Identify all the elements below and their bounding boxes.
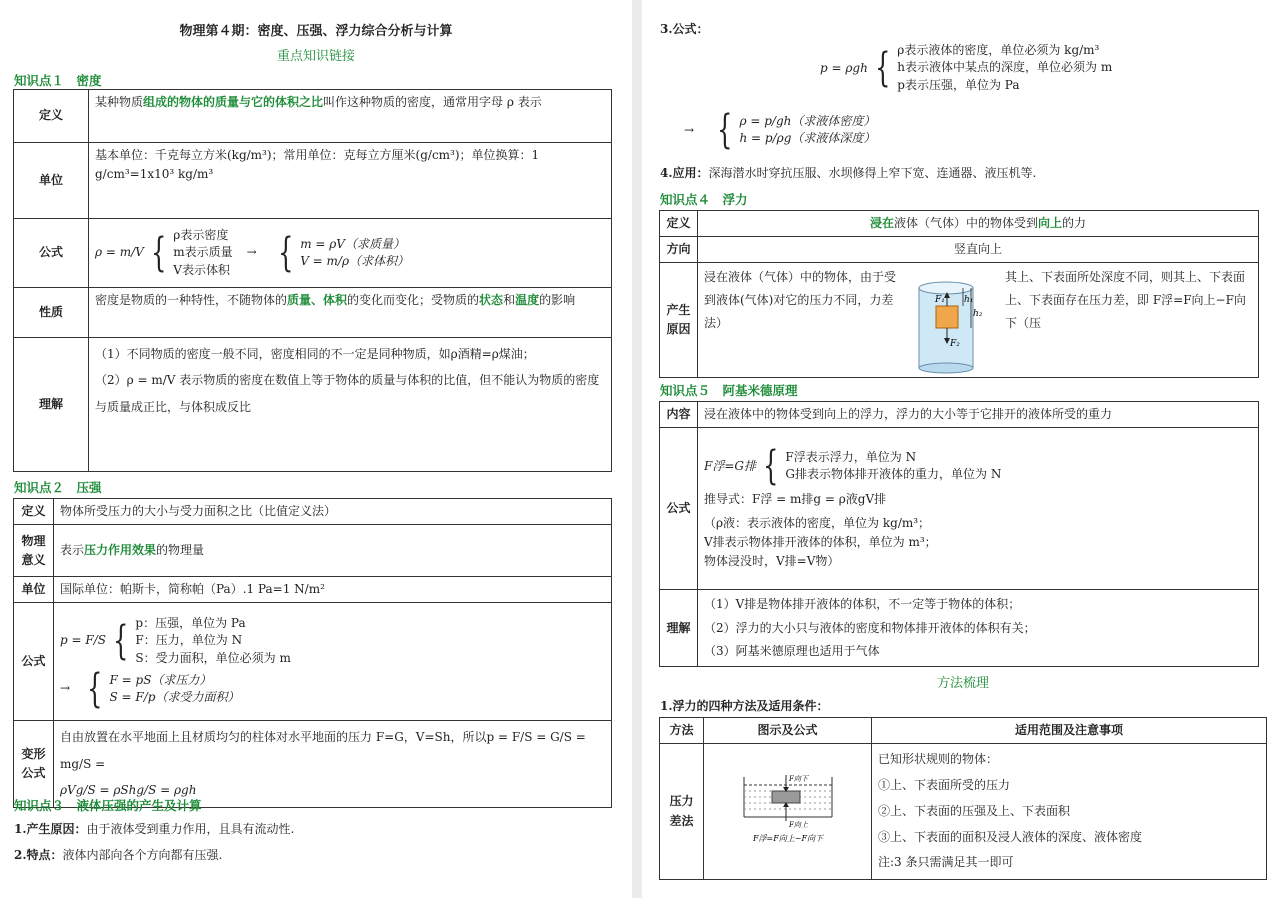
brace-icon: { bbox=[113, 617, 129, 664]
brace-icon: { bbox=[717, 107, 733, 153]
method-1-heading: 1.浮力的四种方法及适用条件： bbox=[660, 699, 829, 713]
method-pressure-diff-label: 压力差法 bbox=[660, 744, 704, 880]
density-understanding-cell bbox=[89, 338, 612, 472]
liquid-derived-rho: ρ = p/gh（求液体密度） bbox=[739, 113, 876, 128]
arrow-icon: → bbox=[684, 123, 695, 137]
scope-line-3: ②上、下表面的压强及上、下表面积 bbox=[878, 803, 1071, 818]
pressure-var-p: p：压强，单位为 Pa bbox=[135, 615, 246, 630]
application-label: 4.应用： bbox=[660, 166, 709, 180]
method-col-scope: 适用范围及注意事项 bbox=[872, 718, 1267, 744]
prop-hl-state: 状态 bbox=[479, 293, 504, 307]
buoyancy-def-post: 的力 bbox=[1062, 216, 1087, 230]
section-subtitle: 重点知识链接 bbox=[276, 49, 355, 64]
pressure-var-s: S：受力面积，单位必须为 m bbox=[135, 650, 291, 665]
pressure-formula-cell bbox=[54, 603, 612, 721]
brace-icon: { bbox=[277, 229, 294, 276]
cube-icon bbox=[936, 306, 958, 328]
buoyancy-def-cell bbox=[698, 211, 1259, 237]
method-table bbox=[659, 717, 1267, 880]
page-title: 物理第４期：密度、压强、浮力综合分析与计算 bbox=[179, 24, 453, 39]
liquid-pressure-main: p = ρgh bbox=[820, 61, 868, 76]
pressure-formula-main: p = F/S bbox=[60, 633, 106, 648]
pressure-def-label: 定义 bbox=[14, 499, 54, 525]
archimedes-understanding-label: 理解 bbox=[660, 590, 698, 667]
buoyancy-def-hl1: 浸在 bbox=[869, 216, 894, 230]
liquid-derived-h: h = p/ρg（求液体深度） bbox=[739, 131, 876, 145]
kp2-heading: 知识点２ 压强 bbox=[14, 480, 102, 495]
pressure-meaning-label: 物理意义 bbox=[14, 525, 54, 577]
archimedes-note-3: 物体浸没时，V排=V物） bbox=[704, 553, 840, 568]
method-title: 方法梳理 bbox=[936, 676, 989, 691]
scope-line-5: 注:3 条只需满足其一即可 bbox=[878, 855, 1014, 870]
scope-line-4: ③上、下表面的面积及浸人液体的深度、液体密度 bbox=[878, 829, 1143, 844]
understanding-3: 与质量成正比，与体积成反比 bbox=[95, 399, 252, 414]
meaning-highlight: 压力作用效果 bbox=[84, 543, 157, 558]
understanding-2: （2）ρ = m/V 表示物质的密度在数值上等于物体的质量与体积的比值，但不能认为物质的密度 bbox=[95, 373, 600, 388]
meaning-post: 的物理量 bbox=[156, 543, 205, 558]
prop-hl-mass-volume: 质量、体积 bbox=[287, 293, 348, 307]
prop-and: 和 bbox=[503, 293, 516, 307]
kp3-heading: 知识点３ 液体压强的产生及计算 bbox=[14, 798, 202, 813]
density-def-label: 定义 bbox=[14, 90, 89, 143]
prop-pre: 密度是物质的一种特性，不随物体的 bbox=[95, 293, 288, 307]
density-unit-label: 单位 bbox=[14, 143, 89, 219]
density-formula-label: 公式 bbox=[14, 219, 89, 288]
density-property-cell bbox=[89, 288, 612, 338]
buoyancy-dir-text: 竖直向上 bbox=[698, 237, 1259, 263]
archimedes-content-text: 浸在液体中的物体受到向上的浮力，浮力的大小等于它排开的液体所受的重力 bbox=[698, 402, 1259, 428]
scope-line-2: ①上、下表面所受的压力 bbox=[878, 777, 1011, 792]
density-var-m: m表示质量 bbox=[173, 245, 233, 260]
prop-post: 的影响 bbox=[539, 293, 576, 307]
archimedes-note-1: （ρ液：表示液体的密度，单位为 kg/m³； bbox=[704, 515, 931, 530]
fig-label-f1: F₁ bbox=[935, 295, 945, 306]
archimedes-formula-label: 公式 bbox=[660, 428, 698, 590]
density-var-rho: ρ表示密度 bbox=[173, 227, 229, 242]
buoyancy-table bbox=[659, 210, 1259, 378]
density-property-label: 性质 bbox=[14, 288, 89, 338]
fig-f-down: F向下 bbox=[788, 774, 808, 783]
archimedes-formula-cell bbox=[698, 428, 1259, 590]
archimedes-u1: （1）V排是物体排开液体的体积，不一定等于物体的体积； bbox=[704, 597, 1021, 612]
density-derived-m: m = ρV（求质量） bbox=[300, 236, 405, 251]
pressure-unit-label: 单位 bbox=[14, 577, 54, 603]
fig-label-h1: h₁ bbox=[964, 295, 974, 306]
formula3-label: 3.公式： bbox=[660, 22, 709, 36]
variant-line-2: ρVg/S = ρShg/S = ρgh bbox=[60, 783, 197, 798]
pressure-table bbox=[13, 498, 612, 808]
pressure-formula-label: 公式 bbox=[14, 603, 54, 721]
brace-icon: { bbox=[763, 443, 779, 490]
cause-left-text: 浸在液体（气体）中的物体，由于受到液体(气体)对它的压力不同，力差法） bbox=[704, 270, 897, 330]
meaning-pre: 表示 bbox=[60, 543, 85, 558]
liquid-derived-formula bbox=[684, 107, 876, 153]
kp5-heading: 知识点５ 阿基米德原理 bbox=[660, 383, 798, 398]
prop-mid: 的变化而变化；受物质的 bbox=[347, 293, 480, 307]
archimedes-understanding-cell bbox=[698, 590, 1259, 667]
liquid-var-h: h表示液体中某点的深度，单位必须为 m bbox=[897, 60, 1113, 75]
density-table bbox=[13, 89, 612, 472]
understanding-1: （1）不同物质的密度一般不同，密度相同的不一定是同种物质，如ρ酒精=ρ煤油； bbox=[95, 347, 535, 361]
method-col-method: 方法 bbox=[660, 718, 704, 744]
density-derived-v: V = m/ρ（求体积） bbox=[300, 253, 410, 268]
pressure-difference-figure bbox=[736, 771, 840, 847]
application-line bbox=[660, 163, 1036, 183]
pressure-meaning-cell bbox=[54, 525, 612, 577]
fig-label-f2: F₂ bbox=[950, 339, 960, 350]
archimedes-var-f: F浮表示浮力，单位为 N bbox=[785, 449, 917, 464]
density-unit-text: 基本单位：千克每立方米(kg/m³)；常用单位：克每立方厘米(g/cm³)；单位换算：1 g/cm³=1x10³ kg/m³ bbox=[89, 143, 612, 219]
density-understanding-label: 理解 bbox=[14, 338, 89, 472]
kp1-heading: 知识点１ 密度 bbox=[14, 73, 102, 88]
buoyancy-dir-label: 方向 bbox=[660, 237, 698, 263]
prop-hl-temperature: 温度 bbox=[515, 293, 540, 307]
archimedes-note-2: V排表示物体排开液体的体积，单位为 m³； bbox=[704, 534, 937, 549]
archimedes-table bbox=[659, 401, 1259, 667]
pressure-var-f: F：压力，单位为 N bbox=[135, 633, 243, 648]
archimedes-u2: （2）浮力的大小只与液体的密度和物体排开液体的体积有关； bbox=[704, 620, 1036, 635]
fig-label-h2: h₂ bbox=[973, 309, 983, 320]
kp3-cause-text: 由于液体受到重力作用，且具有流动性. bbox=[86, 822, 295, 836]
pressure-def-text: 物体所受压力的大小与受力面积之比（比值定义法） bbox=[54, 499, 612, 525]
kp3-feature-label: 2.特点： bbox=[14, 848, 63, 862]
brace-icon: { bbox=[87, 665, 103, 712]
buoyancy-def-label: 定义 bbox=[660, 211, 698, 237]
liquid-var-p: p表示压强，单位为 Pa bbox=[897, 77, 1020, 92]
block-icon bbox=[772, 791, 800, 803]
density-def-highlight: 组成的物体的质量与它的体积之比 bbox=[143, 95, 324, 109]
right-page bbox=[642, 0, 1280, 898]
arrow-icon: → bbox=[246, 245, 257, 260]
pressure-derived-s: S = F/p（求受力面积） bbox=[109, 689, 240, 704]
left-page bbox=[0, 0, 632, 898]
archimedes-var-g: G排表示物体排开液体的重力，单位为 N bbox=[785, 467, 1002, 482]
application-text: 深海潜水时穿抗压服、水坝修得上窄下宽、连通器、液压机等. bbox=[708, 166, 1037, 180]
brace-icon: { bbox=[874, 45, 891, 92]
kp3-feature bbox=[14, 845, 222, 865]
archimedes-derivation: 推导式：F浮 = m排g = ρ液gV排 bbox=[704, 492, 887, 507]
buoyancy-cause-label: 产生原因 bbox=[660, 263, 698, 378]
fig-f-up: F向上 bbox=[788, 820, 808, 829]
density-def-pre: 某种物质 bbox=[95, 95, 144, 109]
pressure-unit-text: 国际单位：帕斯卡，简称帕（Pa）.1 Pa=1 N/m² bbox=[54, 577, 612, 603]
pressure-variant-cell bbox=[54, 721, 612, 807]
archimedes-main: F浮=G排 bbox=[704, 458, 756, 473]
kp3-cause bbox=[14, 819, 294, 839]
method-scope-cell bbox=[872, 744, 1267, 880]
immersed-cube-figure bbox=[907, 266, 997, 374]
method-col-figure: 图示及公式 bbox=[704, 718, 872, 744]
liquid-var-rho: ρ表示液体的密度，单位必须为 kg/m³ bbox=[897, 43, 1100, 57]
archimedes-u3: （3）阿基米德原理也适用于气体 bbox=[704, 643, 880, 658]
liquid-pressure-formula bbox=[820, 42, 1112, 94]
fig-formula: F浮=F向上−F向下 bbox=[752, 833, 823, 843]
density-def-cell bbox=[89, 90, 612, 143]
buoyancy-def-hl2: 向上 bbox=[1038, 216, 1063, 230]
scope-line-1: 已知形状规则的物体： bbox=[878, 752, 999, 767]
pressure-derived-f: F = pS（求压力） bbox=[109, 672, 212, 687]
arrow-icon: → bbox=[60, 681, 71, 696]
density-var-v: V表示体积 bbox=[173, 262, 230, 277]
pressure-variant-label: 变形公式 bbox=[14, 721, 54, 807]
density-formula-cell bbox=[89, 219, 612, 288]
buoyancy-cause-cell bbox=[698, 263, 1259, 378]
method-figure-cell bbox=[704, 744, 872, 880]
kp4-heading: 知识点４ 浮力 bbox=[660, 192, 748, 207]
variant-line-1: 自由放置在水平地面上且材质均匀的柱体对水平地面的压力 F=G，V=Sh，所以p = F/S = G/S = mg/S = bbox=[60, 730, 586, 771]
brace-icon: { bbox=[150, 229, 167, 276]
archimedes-content-label: 内容 bbox=[660, 402, 698, 428]
density-formula-main: ρ = m/V bbox=[95, 245, 144, 260]
kp3-feature-text: 液体内部向各个方向都有压强. bbox=[62, 848, 223, 862]
density-def-post: 叫作这种物质的密度，通常用字母 ρ 表示 bbox=[323, 95, 542, 109]
kp3-cause-label: 1.产生原因： bbox=[14, 822, 87, 836]
cause-right-text: 其上、下表面所处深度不同，则其上、下表面上、下表面存在压力差，即 F浮=F向上−F向下（压 bbox=[1005, 270, 1246, 330]
buoyancy-def-mid: 液体（气体）中的物体受到 bbox=[893, 216, 1038, 230]
